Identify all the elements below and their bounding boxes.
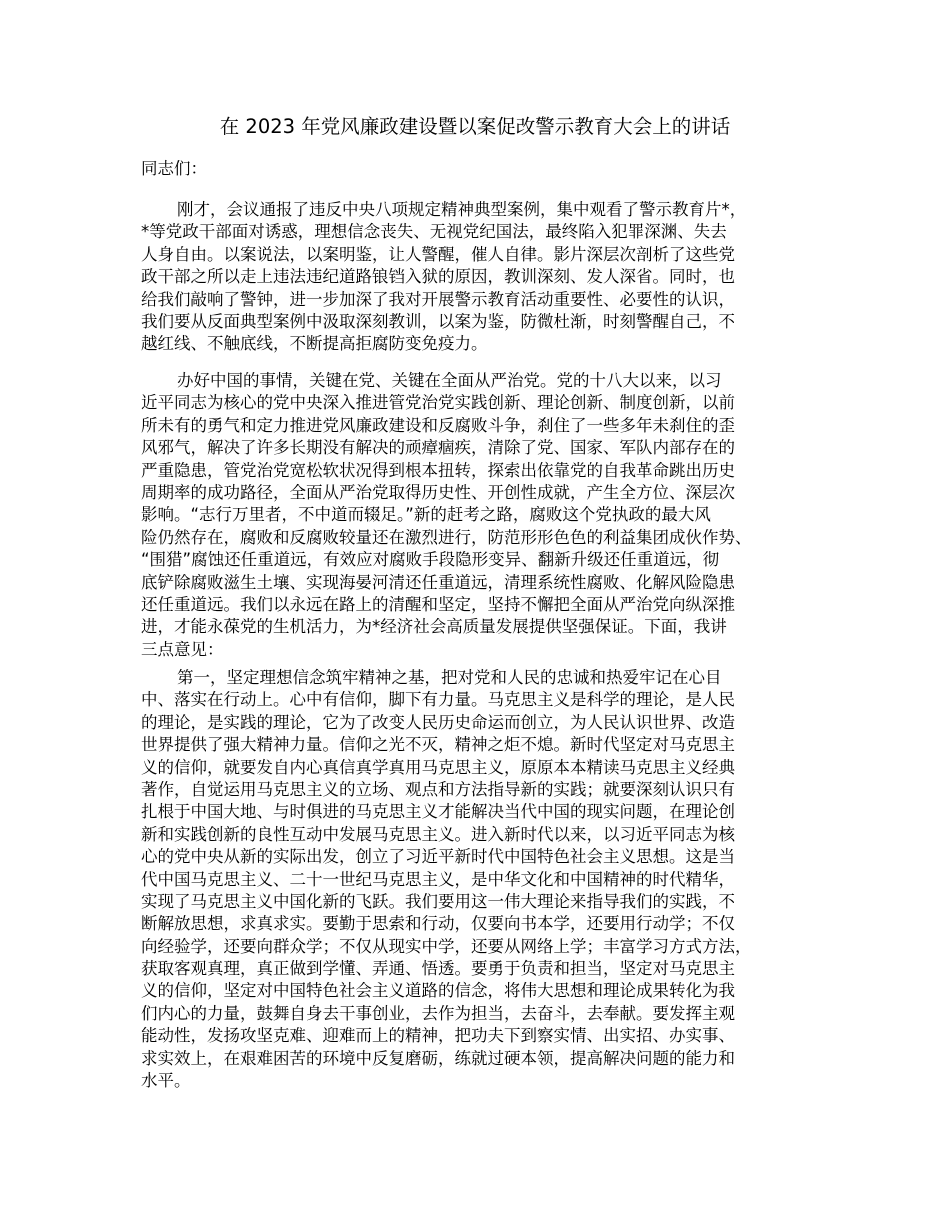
paragraph-line: 求实效上，在艰难困苦的环境中反复磨砺，练就过硬本领，提高解决问题的能力和 [141, 1048, 735, 1068]
paragraph-line: 风邪气，解决了许多长期没有解决的顽瘴痼疾，清除了党、国家、军队内部存在的 [141, 438, 735, 458]
paragraph-line: 能动性，发扬攻坚克难、迎难而上的精神，把功夫下到察实情、出实招、办实事、 [141, 1026, 735, 1046]
paragraph-line: 人身自由。以案说法，以案明鉴，让人警醒，催人自律。影片深层次剖析了这些党 [141, 244, 735, 264]
paragraph-line: 水平。 [141, 1071, 191, 1091]
paragraph-opening [141, 199, 831, 356]
paragraph-line: 底铲除腐败滋生土壤、实现海晏河清还任重道远，清理系统性腐败、化解风险隐患 [141, 572, 735, 592]
paragraph-line: 办好中国的事情，关键在党、关键在全面从严治党。党的十八大以来，以习 [177, 371, 722, 390]
paragraph-line: 的理论，是实践的理论，它为了改变人民历史命运而创立，为人民认识世界、改造 [141, 712, 735, 732]
paragraph-background [141, 370, 831, 661]
paragraph-line: 三点意见： [141, 639, 224, 659]
document-title: 在 2023 年党风廉政建设暨以案促改警示教育大会上的讲话 [219, 115, 731, 138]
paragraph-line: 周期率的成功路径，全面从严治党取得历史性、开创性成就，产生全方位、深层次 [141, 482, 735, 502]
salutation: 同志们： [141, 159, 207, 178]
paragraph-line: 扎根于中国大地、与时俱进的马克思主义才能解决当代中国的现实问题，在理论创 [141, 802, 735, 822]
paragraph-line: 代中国马克思主义、二十一世纪马克思主义，是中华文化和中国精神的时代精华， [141, 869, 735, 889]
paragraph-line: 刚才，会议通报了违反中央八项规定精神典型案例，集中观看了警示教育片*， [177, 200, 747, 219]
paragraph-line: 我们要从反面典型案例中汲取深刻教训，以案为鉴，防微杜渐，时刻警醒自己，不 [141, 311, 735, 331]
paragraph-line: 们内心的力量，鼓舞自身去干事创业，去作为担当，去奋斗，去奉献。要发挥主观 [141, 1003, 735, 1023]
paragraph-point-one [141, 667, 831, 1092]
paragraph-line: 中、落实在行动上。心中有信仰，脚下有力量。马克思主义是科学的理论，是人民 [141, 690, 735, 710]
paragraph-line: 获取客观真理，真正做到学懂、弄通、悟透。要勇于负责和担当，坚定对马克思主 [141, 959, 735, 979]
paragraph-line: 世界提供了强大精神力量。信仰之光不灭，精神之炬不熄。新时代坚定对马克思主 [141, 735, 735, 755]
paragraph-line: *等党政干部面对诱惑，理想信念丧失、无视党纪国法，最终陷入犯罪深渊、失去 [141, 222, 727, 242]
paragraph-line: 第一，坚定理想信念筑牢精神之基，把对党和人民的忠诚和热爱牢记在心目 [177, 668, 722, 687]
paragraph-line: 实现了马克思主义中国化新的飞跃。我们要用这一伟大理论来指导我们的实践，不 [141, 891, 735, 911]
paragraph-line: 所未有的勇气和定力推进党风廉政建设和反腐败斗争，刹住了一些多年未刹住的歪 [141, 415, 735, 435]
paragraph-line: 心的党中央从新的实际出发，创立了习近平新时代中国特色社会主义思想。这是当 [141, 847, 735, 867]
paragraph-line: 给我们敲响了警钟，进一步加深了我对开展警示教育活动重要性、必要性的认识， [141, 289, 735, 309]
paragraph-line: “围猎”腐蚀还任重道远，有效应对腐败手段隐形变异、翻新升级还任重道远，彻 [141, 550, 720, 570]
paragraph-line: 越红线、不触底线，不断提高拒腐防变免疫力。 [141, 334, 488, 354]
paragraph-line: 严重隐患，管党治党宽松软状况得到根本扭转，探索出依靠党的自我革命跳出历史 [141, 460, 735, 480]
paragraph-line: 近平同志为核心的党中央深入推进管党治党实践创新、理论创新、制度创新，以前 [141, 393, 735, 413]
paragraph-line: 断解放思想，求真求实。要勤于思索和行动，仅要向书本学，还要用行动学；不仅 [141, 914, 735, 934]
paragraph-line: 进，才能永葆党的生机活力，为*经济社会高质量发展提供坚强保证。下面，我讲 [141, 617, 727, 637]
paragraph-line: 影响。“志行万里者，不中道而辍足。”新的赶考之路，腐败这个党执政的最大风 [141, 505, 711, 525]
paragraph-line: 义的信仰，就要发自内心真信真学真用马克思主义，原原本本精读马克思主义经典 [141, 757, 735, 777]
paragraph-line: 还任重道远。我们以永远在路上的清醒和坚定，坚持不懈把全面从严治党向纵深推 [141, 594, 735, 614]
paragraph-line: 著作，自觉运用马克思主义的立场、观点和方法指导新的实践；就要深刻认识只有 [141, 779, 735, 799]
paragraph-line: 险仍然存在，腐败和反腐败较量还在激烈进行，防范形形色色的利益集团成伙作势、 [141, 527, 752, 547]
paragraph-line: 向经验学，还要向群众学；不仅从现实中学，还要从网络上学；丰富学习方式方法， [141, 936, 752, 956]
paragraph-line: 新和实践创新的良性互动中发展马克思主义。进入新时代以来，以习近平同志为核 [141, 824, 735, 844]
paragraph-line: 义的信仰，坚定对中国特色社会主义道路的信念，将伟大思想和理论成果转化为我 [141, 981, 735, 1001]
paragraph-line: 政干部之所以走上违法违纪道路锒铛入狱的原因，教训深刻、发人深省。同时，也 [141, 267, 735, 287]
